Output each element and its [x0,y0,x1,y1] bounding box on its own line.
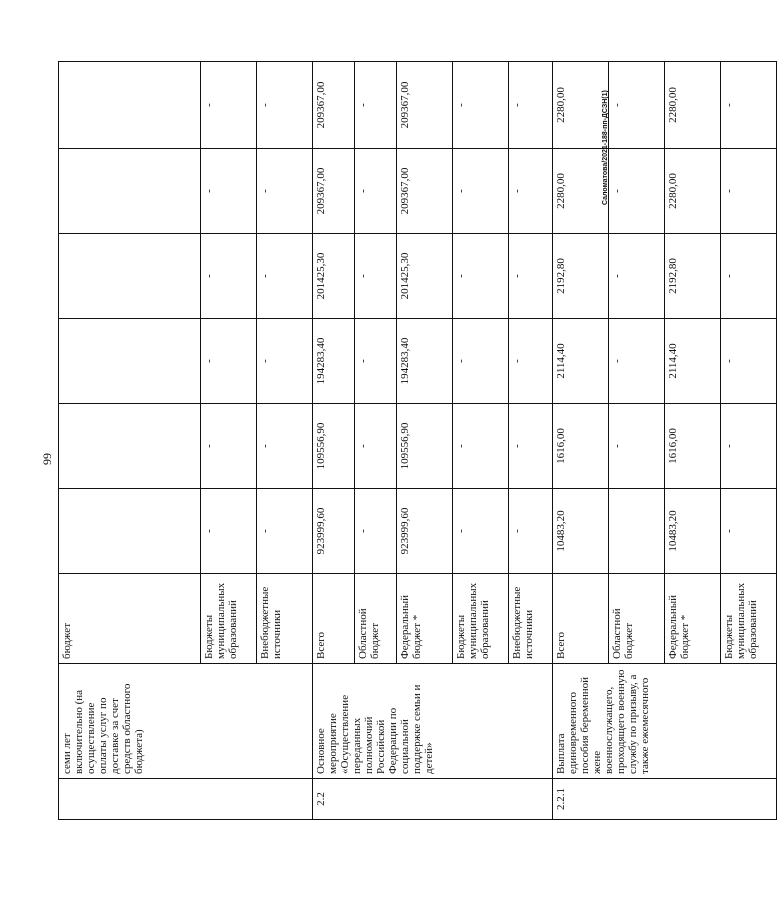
value-cell: 1616,00 [553,404,609,489]
value-cell: - [355,234,397,319]
value-cell: - [609,62,665,149]
value-cell [59,149,201,234]
value-cell: 923999,60 [397,489,453,574]
value-cell [59,319,201,404]
value-cell [59,489,201,574]
value-cell: 2114,40 [665,319,721,404]
funding-source: Бюджеты муниципальных образований [201,574,257,664]
row-description: Выплата единовременного пособия беременной жене военнослужащего, проходящего военную службу по призыву, а также ежемесячного [553,664,777,779]
value-cell: - [609,319,665,404]
value-cell: - [453,234,509,319]
value-cell: - [201,489,257,574]
value-cell: 2280,00 [553,62,609,149]
value-cell: - [257,62,313,149]
value-cell: 194283,40 [313,319,355,404]
value-cell: 209367,00 [313,149,355,234]
value-cell: - [201,234,257,319]
value-cell: 2192,80 [553,234,609,319]
value-cell: 2280,00 [665,62,721,149]
value-cell: - [257,319,313,404]
value-cell: - [355,489,397,574]
value-cell: 2192,80 [665,234,721,319]
value-cell [59,62,201,149]
value-cell: - [509,234,553,319]
value-cell: - [609,404,665,489]
value-cell: 209367,00 [397,149,453,234]
value-cell [609,489,665,574]
table-row [553,62,609,820]
funding-source: Областной бюджет [355,574,397,664]
value-cell: 209367,00 [313,62,355,149]
value-cell: - [201,62,257,149]
funding-source: Федеральный бюджет * [665,574,721,664]
value-cell: 10483,20 [553,489,609,574]
value-cell: - [453,404,509,489]
value-cell: - [609,234,665,319]
value-cell: - [355,149,397,234]
value-cell: - [355,404,397,489]
value-cell: - [453,62,509,149]
row-number: 2.2.1 [553,779,777,820]
value-cell: 10483,20 [665,489,721,574]
value-cell: - [509,62,553,149]
page-number: 99 [40,453,54,465]
funding-source: бюджет [59,574,201,664]
funding-source: Федеральный бюджет * [397,574,453,664]
value-cell: - [355,319,397,404]
funding-source: Всего [313,574,355,664]
value-cell: 109556,90 [313,404,355,489]
value-cell [59,404,201,489]
value-cell: - [721,234,777,319]
value-cell: 923999,60 [313,489,355,574]
value-cell [59,234,201,319]
value-cell: - [609,149,665,234]
value-cell: - [355,62,397,149]
value-cell: - [509,149,553,234]
funding-source: Внебюджетные источники [257,574,313,664]
funding-source: Бюджеты муниципальных образований [453,574,509,664]
value-cell: - [453,319,509,404]
row-description: семи лет включительно (на осуществление оплаты услуг по доставке за счет средств областного бюджета) [59,664,313,779]
value-cell: 1616,00 [665,404,721,489]
funding-source: Бюджеты муниципальных образований [721,574,777,664]
value-cell: - [201,149,257,234]
value-cell: - [257,404,313,489]
value-cell: - [257,489,313,574]
funding-source: Областной бюджет [609,574,665,664]
row-number: 2.2 [313,779,553,820]
value-cell: - [257,234,313,319]
value-cell: - [721,319,777,404]
value-cell: 201425,30 [397,234,453,319]
value-cell: 2280,00 [553,149,609,234]
value-cell: - [721,404,777,489]
value-cell: - [257,149,313,234]
value-cell: - [509,489,553,574]
table-row [313,62,355,820]
row-description: Основное мероприятие «Осуществление переданных полномочий Российской Федерации по социальной поддержке семьи и детей» [313,664,553,779]
value-cell: - [453,489,509,574]
table-row [59,62,201,820]
value-cell: - [721,489,777,574]
value-cell: - [721,149,777,234]
value-cell: 194283,40 [397,319,453,404]
value-cell: - [721,62,777,149]
value-cell: 109556,90 [397,404,453,489]
value-cell: 2114,40 [553,319,609,404]
value-cell: - [509,319,553,404]
value-cell: - [201,404,257,489]
document-footer: Саломатова/2021-188-пп-ДСЗН(1) [602,90,609,205]
value-cell: - [509,404,553,489]
value-cell: - [453,149,509,234]
value-cell: 201425,30 [313,234,355,319]
funding-source: Внебюджетные источники [509,574,553,664]
value-cell: 2280,00 [665,149,721,234]
value-cell: - [201,319,257,404]
row-number [59,779,313,820]
value-cell: 209367,00 [397,62,453,149]
funding-source: Всего [553,574,609,664]
budget-table [58,61,777,820]
